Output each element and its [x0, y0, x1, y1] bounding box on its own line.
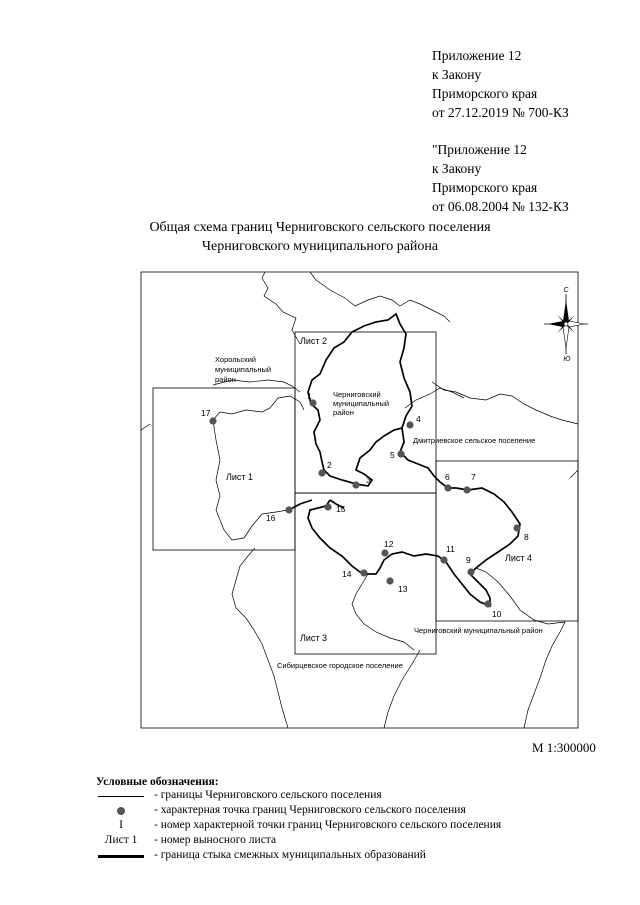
legend-text: - номер характерной точки границ Черниговского сельского поселения [154, 819, 502, 831]
point-marker [463, 486, 470, 493]
legend-sheet-symbol: Лист 1 [104, 834, 138, 846]
point-marker [285, 506, 292, 513]
point-marker [318, 469, 325, 476]
dmitrievka-boundary [405, 388, 464, 408]
point-label-15: 15 [336, 504, 346, 514]
point-label-1: 1 [307, 391, 312, 401]
region-sibirtsevo: Сибирцевское городское поселение [277, 661, 403, 670]
district-boundary [141, 272, 578, 728]
legend-text: - граница стыка смежных муниципальных образований [154, 849, 426, 861]
compass-south-label: Ю [563, 356, 571, 363]
region-khorol-3: район [215, 375, 236, 384]
region-khorol-1: Хорольский [215, 355, 256, 364]
point-marker [440, 556, 447, 563]
point-marker [381, 549, 388, 556]
point-label-9: 9 [466, 555, 471, 565]
settlement-boundary [308, 314, 520, 606]
header-line: Приложение 12 [432, 48, 522, 63]
point-label-16: 16 [266, 513, 276, 523]
sheet-4-frame [436, 461, 578, 621]
compass-north-label: С [563, 287, 569, 294]
header-line: от 06.08.2004 № 132-КЗ [432, 199, 569, 214]
point-marker [352, 481, 359, 488]
legend-item [96, 819, 616, 834]
region-khorol-2: муниципальный [215, 365, 272, 374]
point-label-5: 5 [390, 450, 395, 460]
sheet-2-label: Лист 2 [300, 336, 328, 346]
legend-item [96, 804, 616, 819]
compass-rose [544, 287, 588, 363]
sheet-1-label: Лист 1 [226, 472, 254, 482]
header-line: "Приложение 12 [432, 142, 527, 157]
title-line-1: Общая схема границ Черниговского сельского поселения [149, 220, 491, 235]
header-line: к Закону [432, 67, 482, 82]
point-label-11: 11 [446, 544, 455, 554]
legend-item [96, 789, 616, 804]
point-marker [360, 569, 367, 576]
legend-item [96, 849, 616, 864]
point-marker [209, 417, 216, 424]
map-scale: М 1:300000 [532, 740, 596, 755]
map-frame [141, 272, 578, 728]
point-label-12: 12 [384, 539, 394, 549]
point-marker [397, 450, 404, 457]
point-label-8: 8 [524, 532, 529, 542]
sheet-4-label: Лист 4 [505, 553, 533, 563]
region-dmitrievka: Дмитриевское сельское поселение [413, 436, 536, 445]
point-label-6: 6 [445, 472, 450, 482]
sheet-1-frame [153, 388, 295, 550]
legend-text: - номер выносного листа [154, 834, 277, 846]
sheet-1-area [213, 396, 304, 540]
header-line: к Закону [432, 161, 482, 176]
legend-text: - характерная точка границ Черниговского сельского поселения [154, 804, 466, 816]
point-marker [324, 503, 331, 510]
point-label-2: 2 [327, 460, 332, 470]
point-label-14: 14 [342, 569, 352, 579]
point-marker [513, 524, 520, 531]
point-marker [386, 577, 393, 584]
header-line: Приморского края [432, 180, 538, 195]
point-marker [484, 600, 491, 607]
legend-title: Условные обозначения: [96, 776, 219, 788]
point-label-10: 10 [492, 609, 502, 619]
sheet-2-frame [295, 332, 436, 493]
point-marker [406, 421, 413, 428]
point-label-4: 4 [416, 414, 421, 424]
header-line: Приморского края [432, 86, 538, 101]
point-label-17: 17 [201, 408, 211, 418]
region-chern-top-1: Черниговский [333, 390, 381, 399]
sheet-3-label: Лист 3 [300, 633, 328, 643]
legend-number-symbol: I [119, 819, 123, 831]
title-line-2: Черниговского муниципального района [201, 239, 439, 254]
characteristic-points [209, 399, 520, 607]
point-label-3: 3 [366, 475, 371, 485]
legend [96, 776, 616, 864]
point-label-7: 7 [471, 472, 476, 482]
legend-item [96, 834, 616, 849]
header-line: от 27.12.2019 № 700-КЗ [432, 105, 569, 120]
region-chern-bottom: Черниговский муниципальный район [414, 626, 543, 635]
point-marker [444, 484, 451, 491]
region-chern-top-3: район [333, 408, 354, 417]
region-chern-top-2: муниципальный [333, 399, 390, 408]
settlement-boundary-south [289, 500, 312, 510]
legend-text: - границы Черниговского сельского поселения [154, 789, 382, 801]
point-label-13: 13 [398, 584, 408, 594]
point-marker [467, 568, 474, 575]
